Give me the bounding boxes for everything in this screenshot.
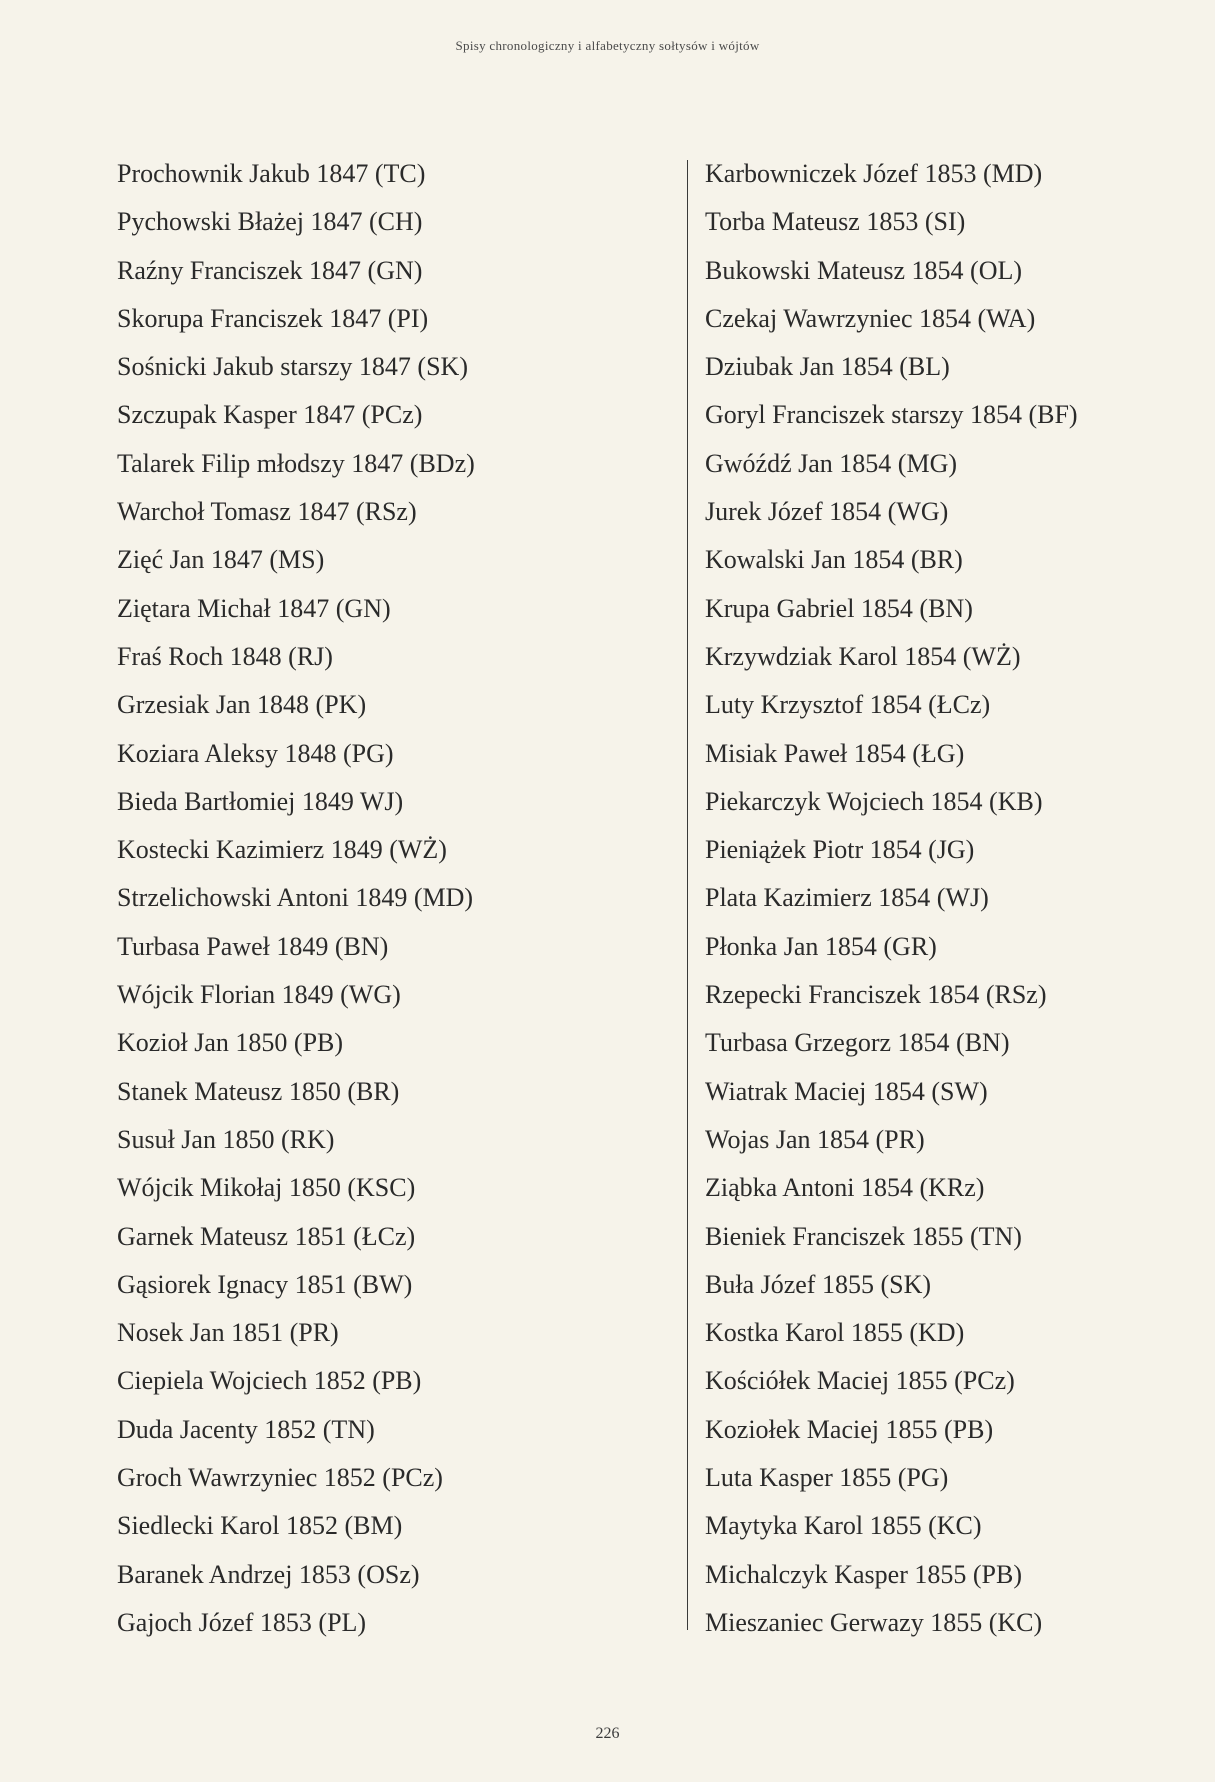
list-item: Kowalski Jan 1854 (BR) [705,545,963,575]
list-item: Plata Kazimierz 1854 (WJ) [705,883,989,913]
list-item: Ciepiela Wojciech 1852 (PB) [117,1366,422,1396]
list-item: Mieszaniec Gerwazy 1855 (KC) [705,1607,1043,1637]
list-item: Czekaj Wawrzyniec 1854 (WA) [705,303,1036,333]
list-item: Płonka Jan 1854 (GR) [705,931,937,961]
list-item: Gwóźdź Jan 1854 (MG) [705,448,958,478]
list-item: Kostecki Kazimierz 1849 (WŻ) [117,835,447,865]
list-item: Ziętara Michał 1847 (GN) [117,593,391,623]
list-item: Garnek Mateusz 1851 (ŁCz) [117,1221,416,1251]
list-item: Ziąbka Antoni 1854 (KRz) [705,1173,985,1203]
list-item: Susuł Jan 1850 (RK) [117,1124,335,1154]
list-item: Kostka Karol 1855 (KD) [705,1318,965,1348]
list-item: Kozioł Jan 1850 (PB) [117,1028,344,1058]
list-item: Maytyka Karol 1855 (KC) [705,1511,982,1541]
list-item: Dziubak Jan 1854 (BL) [705,352,950,382]
list-item: Piekarczyk Wojciech 1854 (KB) [705,786,1043,816]
list-item: Goryl Franciszek starszy 1854 (BF) [705,400,1078,430]
list-item: Siedlecki Karol 1852 (BM) [117,1511,403,1541]
list-item: Turbasa Grzegorz 1854 (BN) [705,1028,1010,1058]
list-item: Pieniążek Piotr 1854 (JG) [705,835,975,865]
list-item: Luty Krzysztof 1854 (ŁCz) [705,690,991,720]
list-item: Misiak Paweł 1854 (ŁG) [705,738,965,768]
list-item: Skorupa Franciszek 1847 (PI) [117,303,429,333]
list-item: Bieda Bartłomiej 1849 WJ) [117,786,404,816]
list-item: Gąsiorek Ignacy 1851 (BW) [117,1269,413,1299]
list-item: Wójcik Mikołaj 1850 (KSC) [117,1173,416,1203]
list-item: Bukowski Mateusz 1854 (OL) [705,255,1023,285]
list-item: Duda Jacenty 1852 (TN) [117,1414,375,1444]
list-item: Buła Józef 1855 (SK) [705,1269,932,1299]
list-item: Raźny Franciszek 1847 (GN) [117,255,423,285]
list-item: Luta Kasper 1855 (PG) [705,1463,949,1493]
list-item: Groch Wawrzyniec 1852 (PCz) [117,1463,443,1493]
list-item: Wojas Jan 1854 (PR) [705,1124,925,1154]
list-item: Kościółek Maciej 1855 (PCz) [705,1366,1015,1396]
list-item: Gajoch Józef 1853 (PL) [117,1607,367,1637]
list-item: Grzesiak Jan 1848 (PK) [117,690,367,720]
list-item: Rzepecki Franciszek 1854 (RSz) [705,980,1047,1010]
list-item: Baranek Andrzej 1853 (OSz) [117,1559,420,1589]
list-item: Prochownik Jakub 1847 (TC) [117,159,426,188]
list-item: Krupa Gabriel 1854 (BN) [705,593,973,623]
list-item: Wójcik Florian 1849 (WG) [117,980,401,1010]
list-item: Bieniek Franciszek 1855 (TN) [705,1221,1022,1251]
list-item: Szczupak Kasper 1847 (PCz) [117,400,423,430]
list-item: Jurek Józef 1854 (WG) [705,497,949,527]
list-item: Turbasa Paweł 1849 (BN) [117,931,389,961]
list-item: Sośnicki Jakub starszy 1847 (SK) [117,352,468,382]
list-item: Koziołek Maciej 1855 (PB) [705,1414,994,1444]
running-title: Spisy chronologiczny i alfabetyczny sołtysów i wójtów [455,38,760,53]
list-item: Talarek Filip młodszy 1847 (BDz) [117,448,475,478]
list-item: Torba Mateusz 1853 (SI) [705,207,966,237]
list-item: Karbowniczek Józef 1853 (MD) [705,159,1043,188]
column-divider [687,160,688,1630]
list-item: Krzywdziak Karol 1854 (WŻ) [705,641,1021,671]
list-item: Strzelichowski Antoni 1849 (MD) [117,883,474,913]
list-item: Pychowski Błażej 1847 (CH) [117,207,423,237]
list-item: Zięć Jan 1847 (MS) [117,545,325,575]
list-item: Michalczyk Kasper 1855 (PB) [705,1559,1022,1589]
entries-column-left [117,150,677,1647]
list-item: Fraś Roch 1848 (RJ) [117,641,333,671]
list-item: Wiatrak Maciej 1854 (SW) [705,1076,988,1106]
list-item: Koziara Aleksy 1848 (PG) [117,738,394,768]
page-number: 226 [595,1725,620,1742]
list-item: Stanek Mateusz 1850 (BR) [117,1076,400,1106]
entries-column-right [705,150,1205,1647]
list-item: Nosek Jan 1851 (PR) [117,1318,339,1348]
list-item: Warchoł Tomasz 1847 (RSz) [117,497,417,527]
